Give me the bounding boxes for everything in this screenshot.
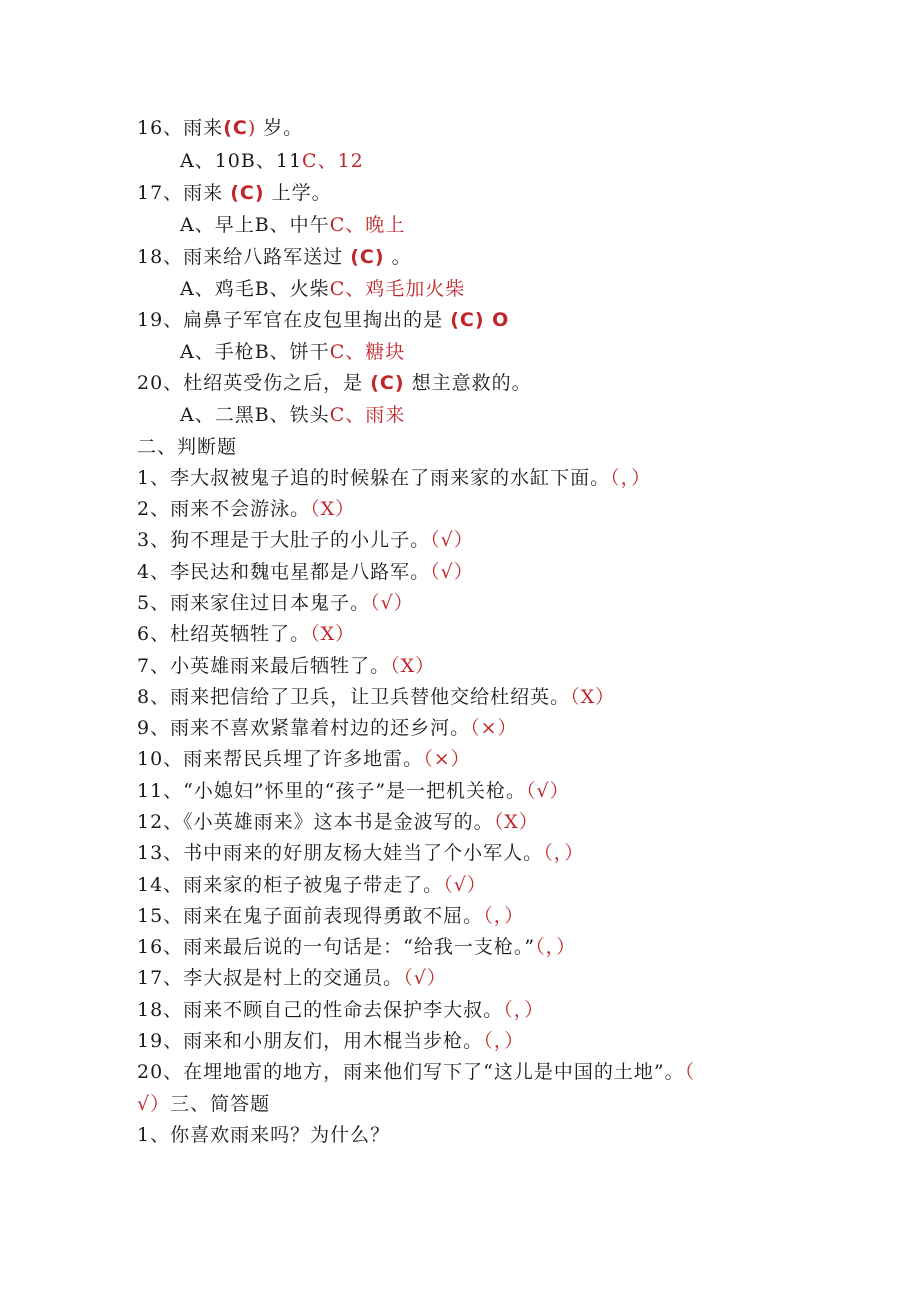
choice-question-16 — [137, 116, 303, 140]
tf-text: 2、雨来不会游泳。 — [137, 498, 311, 520]
tf-answer: （√） — [430, 529, 474, 551]
tf-question-14 — [137, 873, 487, 897]
tf20-wrap-and-section3 — [137, 1092, 270, 1116]
tf-question-20 — [137, 1060, 695, 1084]
tf-text: 19、雨来和小朋友们，用木棍当步枪。 — [137, 1030, 484, 1052]
options-plain: A、鸡毛B、火柴 — [180, 278, 330, 300]
tf-text: 14、雨来家的柜子被鬼子带走了。 — [137, 874, 444, 896]
tf-text: 5、雨来家住过日本鬼子。 — [137, 592, 371, 614]
choice-options-20 — [180, 403, 405, 427]
choice-options-16 — [180, 149, 364, 173]
tf-text: 17、李大叔是村上的交通员。 — [137, 967, 404, 989]
tf-text: 7、小英雄雨来最后牺牲了。 — [137, 655, 391, 677]
answer-mark: (C) O — [450, 309, 510, 331]
tf-answer: （，） — [535, 936, 577, 958]
tf-answer: （ — [684, 1061, 696, 1083]
tf-text: 12、《小英雄雨来》这本书是金波写的。 — [137, 811, 494, 833]
tf-question-8 — [137, 685, 615, 709]
question-stem: 19、扁鼻子军官在皮包里掏出的是 — [137, 309, 451, 331]
choice-question-20 — [137, 371, 532, 395]
answer-mark: (C — [223, 117, 248, 139]
tf-question-11 — [137, 779, 570, 803]
tf-text: 9、雨来不喜欢紧靠着村边的还乡河。 — [137, 717, 471, 739]
tf-answer: （X） — [310, 498, 356, 520]
tf-question-7 — [137, 654, 435, 678]
tf-question-9 — [137, 716, 518, 740]
tf-answer-continuation: √） — [137, 1093, 171, 1115]
tf-answer: （，） — [543, 842, 585, 864]
section-heading-true-false: 二、判断题 — [137, 436, 238, 458]
tf-text: 11、“小媳妇”怀里的“孩子”是一把机关枪。 — [137, 780, 527, 802]
options-plain: A、早上B、中午 — [180, 214, 330, 236]
tf-text: 16、雨来最后说的一句话是：“给我一支枪。” — [137, 936, 536, 958]
choice-question-17 — [137, 181, 332, 205]
tf-answer: （X） — [493, 811, 539, 833]
option-correct: C、糖块 — [329, 341, 406, 363]
tf-question-18 — [137, 998, 544, 1022]
answer-mark-close: ) — [247, 117, 257, 139]
option-correct: C、鸡毛加火柴 — [329, 278, 466, 300]
tf-question-15 — [137, 904, 524, 928]
tf-answer: （√） — [430, 561, 474, 583]
question-stem-tail: 。 — [384, 246, 412, 268]
section-heading-short-answer: 三、简答题 — [170, 1093, 271, 1115]
tf-question-1 — [137, 466, 651, 490]
question-stem: 18、雨来给八路军送过 — [137, 246, 351, 268]
tf-answer: （，） — [483, 905, 525, 927]
tf-text: 20、在埋地雷的地方，雨来他们写下了“这儿是中国的土地”。 — [137, 1061, 685, 1083]
answer-mark: (C) — [230, 182, 265, 204]
tf-text: 18、雨来不顾自己的性命去保护李大叔。 — [137, 999, 504, 1021]
tf-question-5 — [137, 591, 414, 615]
options-plain: A、手枪B、饼干 — [180, 341, 330, 363]
tf-question-10 — [137, 747, 471, 771]
question-stem-tail: 岁。 — [256, 117, 304, 139]
tf-answer: （，） — [503, 999, 545, 1021]
tf-text: 3、狗不理是于大肚子的小儿子。 — [137, 529, 431, 551]
options-plain: A、二黑B、铁头 — [180, 404, 330, 426]
choice-question-18 — [137, 245, 412, 269]
choice-options-17 — [180, 213, 405, 237]
tf-answer: （X） — [390, 655, 436, 677]
tf-question-3 — [137, 528, 474, 552]
choice-question-19 — [137, 308, 509, 332]
choice-options-19 — [180, 340, 405, 364]
tf-answer: （X） — [310, 623, 356, 645]
option-correct: C、12 — [302, 150, 364, 172]
answer-mark: (C) — [370, 372, 405, 394]
tf-answer: （X） — [570, 686, 616, 708]
tf-answer: （×） — [470, 717, 518, 739]
tf-text: 1、李大叔被鬼子追的时候躲在了雨来家的水缸下面。 — [137, 467, 611, 489]
tf-question-19 — [137, 1029, 524, 1053]
option-correct: C、晚上 — [329, 214, 406, 236]
options-plain: A、10B、11 — [180, 150, 303, 172]
tf-question-17 — [137, 966, 447, 990]
tf-question-16 — [137, 935, 576, 959]
tf-text: 8、雨来把信给了卫兵，让卫兵替他交给杜绍英。 — [137, 686, 571, 708]
tf-question-2 — [137, 497, 355, 521]
tf-text: 10、雨来帮民兵埋了许多地雷。 — [137, 748, 424, 770]
tf-question-6 — [137, 622, 355, 646]
tf-answer: （√） — [370, 592, 414, 614]
question-stem: 16、雨来 — [137, 117, 224, 139]
short-answer-question-1: 1、你喜欢雨来吗？为什么？ — [137, 1124, 391, 1146]
tf-answer: （√） — [526, 780, 570, 802]
tf-text: 13、书中雨来的好朋友杨大娃当了个小军人。 — [137, 842, 544, 864]
tf-answer: （，） — [610, 467, 652, 489]
tf-question-12 — [137, 810, 539, 834]
question-stem: 17、雨来 — [137, 182, 231, 204]
tf-answer: （√） — [403, 967, 447, 989]
tf-question-13 — [137, 841, 584, 865]
option-correct: C、雨来 — [329, 404, 406, 426]
tf-answer: （，） — [483, 1030, 525, 1052]
tf-text: 15、雨来在鬼子面前表现得勇敢不屈。 — [137, 905, 484, 927]
answer-mark: (C) — [350, 246, 385, 268]
tf-answer: （×） — [423, 748, 471, 770]
question-stem-tail: 上学。 — [264, 182, 332, 204]
tf-text: 6、杜绍英牺牲了。 — [137, 623, 311, 645]
question-stem: 20、杜绍英受伤之后，是 — [137, 372, 371, 394]
tf-text: 4、李民达和魏屯星都是八路军。 — [137, 561, 431, 583]
question-stem-tail: 想主意救的。 — [404, 372, 532, 394]
choice-options-18 — [180, 277, 465, 301]
tf-answer: （√） — [443, 874, 487, 896]
tf-question-4 — [137, 560, 474, 584]
